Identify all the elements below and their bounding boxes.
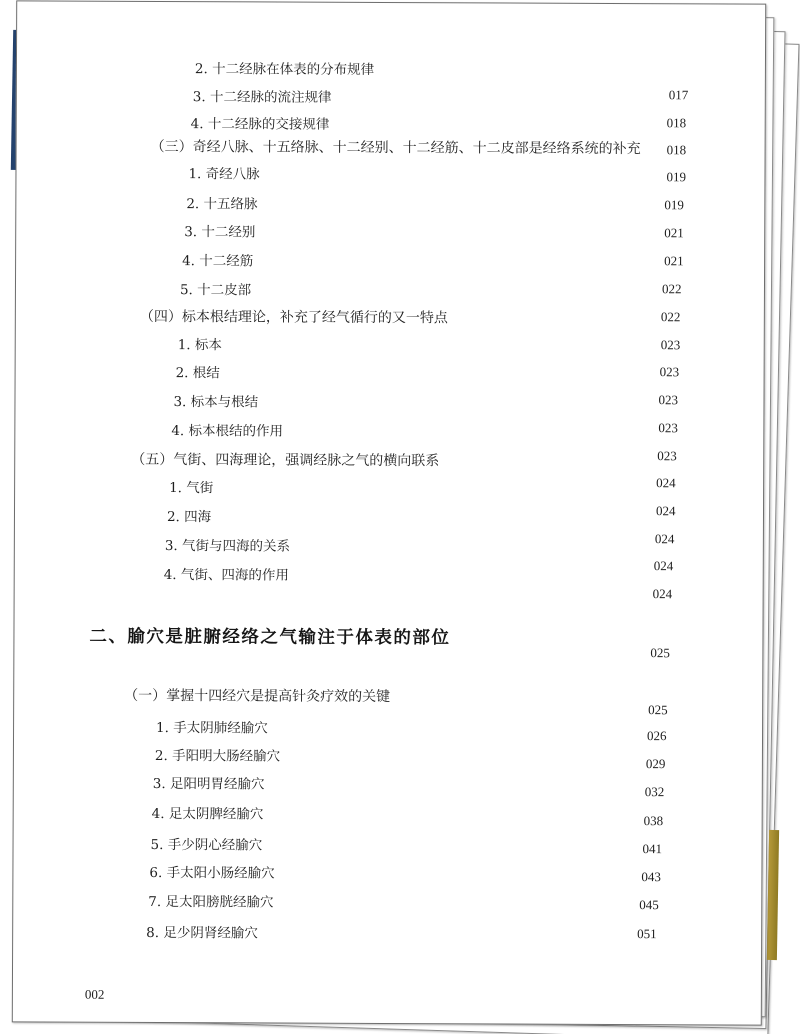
toc-entry-page: 018: [666, 142, 687, 158]
toc-entry-page: 024: [656, 475, 676, 491]
toc-entry-label: 8. 足少阴肾经腧穴: [146, 924, 258, 942]
toc-entry-page: 025: [650, 645, 670, 661]
toc-entry-page: 025: [648, 702, 668, 718]
toc-entry-label: 4. 十二经筋: [182, 253, 254, 270]
toc-entry-page: 024: [655, 503, 676, 519]
toc-entry-label: 2. 四海: [166, 509, 212, 526]
toc-entry-page: 021: [664, 225, 684, 241]
toc-entry-page: 023: [660, 337, 681, 353]
toc-entry-page: 032: [644, 784, 665, 800]
toc-entry-page: 021: [664, 253, 684, 269]
toc-entry-label: 1. 气街: [169, 480, 214, 497]
toc-entry-page: 017: [668, 87, 689, 103]
subsection-heading: （五）气街、四海理论，强调经脉之气的横向联系: [131, 451, 440, 470]
toc-entry-page: 023: [658, 420, 678, 436]
subsection-heading: （四）标本根结理论，补充了经气循行的又一特点: [139, 308, 448, 327]
book-cover-edge: [767, 830, 779, 960]
toc-entry-label: 6. 手太阳小肠经腧穴: [149, 864, 275, 882]
toc-entry-label: 3. 十二经别: [184, 224, 256, 241]
toc-entry-page: 023: [657, 448, 677, 464]
toc-entry-label: 2. 根结: [175, 365, 220, 382]
toc-entry-page: 019: [666, 169, 687, 185]
toc-entry-page: 024: [652, 586, 673, 602]
toc-entry-page: 024: [653, 558, 674, 574]
toc-entry-page: 051: [637, 926, 657, 942]
page-number: 002: [84, 986, 105, 1002]
toc-entry-label: 2. 十五络脉: [186, 196, 258, 213]
toc-entry-label: 4. 标本根结的作用: [171, 423, 284, 440]
toc-entry-label: 4. 足太阴脾经腧穴: [151, 805, 264, 823]
toc-entry: [17, 1, 765, 78]
toc-entry-label: 5. 十二皮部: [179, 282, 252, 299]
table-of-contents: [17, 1, 765, 942]
subsection-heading: （三）奇经八脉、十五络脉、十二经别、十二经筋、十二皮部是经络系统的补充: [150, 138, 641, 158]
toc-entry-page: 023: [659, 364, 680, 380]
toc-entry-page: 023: [658, 392, 679, 408]
toc-entry-label: 1. 奇经八脉: [188, 166, 260, 183]
toc-entry-page: 018: [666, 115, 687, 131]
toc-entry-label: 3. 气街与四海的关系: [164, 538, 291, 555]
toc-entry-label: 4. 气街、四海的作用: [163, 567, 289, 584]
toc-entry-page: 024: [654, 531, 675, 547]
toc-entry-page: 026: [646, 728, 667, 744]
section-heading: 二、腧穴是脏腑经络之气输注于体表的部位: [89, 626, 451, 649]
toc-entry-label: 5. 手少阴心经腧穴: [150, 836, 263, 854]
toc-entry-label: 3. 足阳明胃经腧穴: [152, 775, 265, 793]
toc-entry-page: 022: [661, 281, 682, 297]
toc-entry-label: 1. 标本: [177, 337, 222, 354]
toc-entry-page: 038: [643, 813, 664, 829]
toc-entry-page: 045: [639, 897, 659, 913]
toc-entry-label: 2. 十二经脉在体表的分布规律: [194, 61, 375, 78]
toc-entry-page: 019: [664, 197, 684, 213]
toc-entry-label: 3. 标本与根结: [173, 394, 259, 411]
toc-entry-page: 041: [642, 841, 663, 857]
toc-entry-page: 022: [660, 309, 681, 325]
toc-entry-label: 1. 手太阴肺经腧穴: [156, 719, 268, 737]
toc-page: [12, 0, 766, 1025]
toc-entry-label: 4. 十二经脉的交接规律: [190, 116, 330, 133]
subsection-heading: （一）掌握十四经穴是提高针灸疗效的关键: [124, 687, 391, 706]
toc-entry-page: 029: [645, 756, 666, 772]
toc-entry-label: 7. 足太阳膀胱经腧穴: [148, 893, 274, 911]
toc-entry-label: 3. 十二经脉的流注规律: [192, 89, 332, 106]
toc-entry-label: 2. 手阳明大肠经腧穴: [154, 747, 281, 765]
toc-entry-page: 043: [641, 869, 661, 885]
